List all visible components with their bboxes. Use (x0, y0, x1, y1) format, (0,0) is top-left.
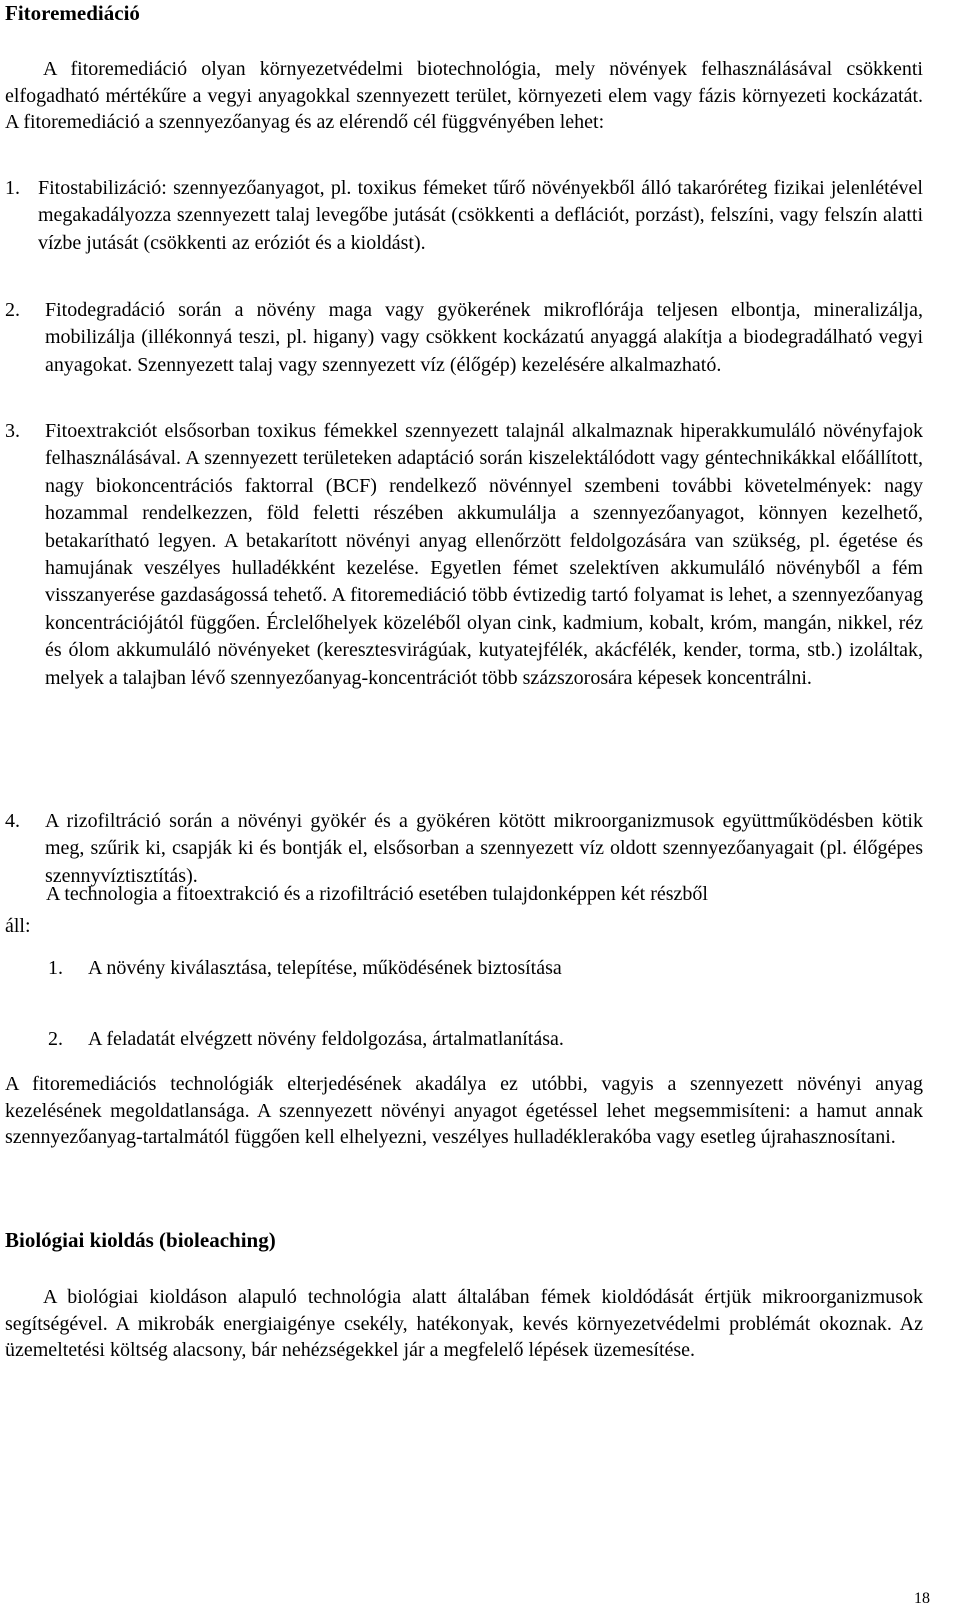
method-number: 1. (5, 177, 20, 199)
method-text: Fitodegradáció során a növény maga vagy gyökerének mikroflórája teljesen elbontja, mineralizálja, mobilizálja (illékonnyá teszi, pl. higany) vagy csökkent kockázatú anyaggá alakítja a biodegradálható vegyi anyagokat. Szennyezett talaj vagy szennyezett víz (élőgép) kezelésére alkalmazható. (45, 299, 923, 376)
process-step-2 (48, 1026, 918, 1053)
intro-paragraph: A fitoremediáció olyan környezetvédelmi biotechnológia, mely növények felhasználásával csökkenti elfogadható mértékűre a vegyi anyagokkal szennyezett terület, környezeti elem vagy fázis környezeti kockázatát. A fitoremediáció a szennyezőanyag és az elérendő cél függvényében lehet: (5, 58, 923, 133)
step-text: A feladatát elvégzett növény feldolgozása, ártalmatlanítása. (88, 1028, 564, 1050)
technology-intro-continuation: áll: (5, 915, 31, 937)
step-text: A növény kiválasztása, telepítése, működésének biztosítása (88, 957, 562, 979)
method-number: 3. (5, 420, 20, 442)
method-item-1 (5, 175, 923, 257)
section-title-bioleaching: Biológiai kioldás (bioleaching) (5, 1228, 276, 1252)
method-item-4 (5, 808, 923, 890)
method-number: 2. (5, 299, 20, 321)
step-number: 2. (48, 1028, 63, 1050)
closing-paragraph: A fitoremediációs technológiák elterjedésének akadálya ez utóbbi, vagyis a szennyezett növényi anyag kezelésének megoldatlansága. A szennyezett növényi anyagot égetéssel lehet megsemmisíteni: a hamut annak szennyezőanyag-tartalmától függően kell elhelyezni, veszélyes hulladéklerakóba vagy esetleg újrahasznosítani. (5, 1073, 923, 1148)
method-text: Fitostabilizáció: szennyezőanyagot, pl. toxikus fémeket tűrő növényekből álló takaróréteg fizikai jelenlétével megakadályozza szennyezett talaj levegőbe jutását (csökkenti a deflációt, porzást), felszíni, vagy felszín alatti vízbe jutását (csökkenti az eróziót és a kioldást). (38, 177, 923, 254)
step-number: 1. (48, 957, 63, 979)
process-step-1 (48, 955, 918, 982)
method-text: Fitoextrakciót elsősorban toxikus fémekkel szennyezett talajnál alkalmaznak hiperakkumuláló növényfajok felhasználásával. A szennyezett területeken adaptáció során kiszelektálódott vagy géntechnikákkal előállított, nagy biokoncentrációs faktorral (BCF) rendelkező növénnyel szembeni további követelmények: nagy hozammal rendelkezzen, föld feletti részében akkumulálja a szennyezőanyagot, könnyen kezelhető, betakarítható legyen. A betakarított növényi anyag ellenőrzött feldolgozására van szükség, pl. égetése és hamujának veszélyes hulladékként kezelése. Egyetlen fémet szelektíven akkumuláló növényből a fém visszanyerése gazdaságossá tehető. A fitoremediáció több évtizedig tartó folyamat is lehet, a szennyezőanyag koncentrációjától függően. Érclelőhelyek közeléből olyan cink, kadmium, kobalt, króm, mangán, nikkel, réz és ólom akkumuláló növényeket (keresztesvirágúak, kutyatejfélék, akácfélék, kender, torma, stb.) izoláltak, melyek a talajban lévő szennyezőanyag-koncentrációt több százszorosára képesek koncentrálni. (45, 420, 923, 689)
method-item-2 (5, 297, 923, 379)
section-title-fitoremediacio: Fitoremediáció (5, 1, 140, 25)
technology-intro-line: A technologia a fitoextrakció és a rizofiltráció esetében tulajdonképpen két részből (46, 883, 708, 905)
method-text: A rizofiltráció során a növényi gyökér és a gyökéren kötött mikroorganizmusok együttműködésben kötik meg, szűrik ki, csapják ki és bontják el, elsősorban a szennyezett víz oldott szennyezőanyagait (pl. élőgépes szennyvíztisztítás). (45, 810, 923, 887)
bioleaching-paragraph: A biológiai kioldáson alapuló technológia alatt általában fémek kioldódását értjük mikroorganizmusok segítségével. A mikrobák energiaigénye csekély, hatékonyak, kevés környezetvédelmi problémát okoznak. Az üzemeltetési költség alacsony, bár nehézségekkel jár a megfelelő lépések üzemesítése. (5, 1286, 923, 1361)
page-number: 18 (914, 1590, 930, 1607)
method-number: 4. (5, 810, 20, 832)
method-item-3 (5, 418, 923, 692)
